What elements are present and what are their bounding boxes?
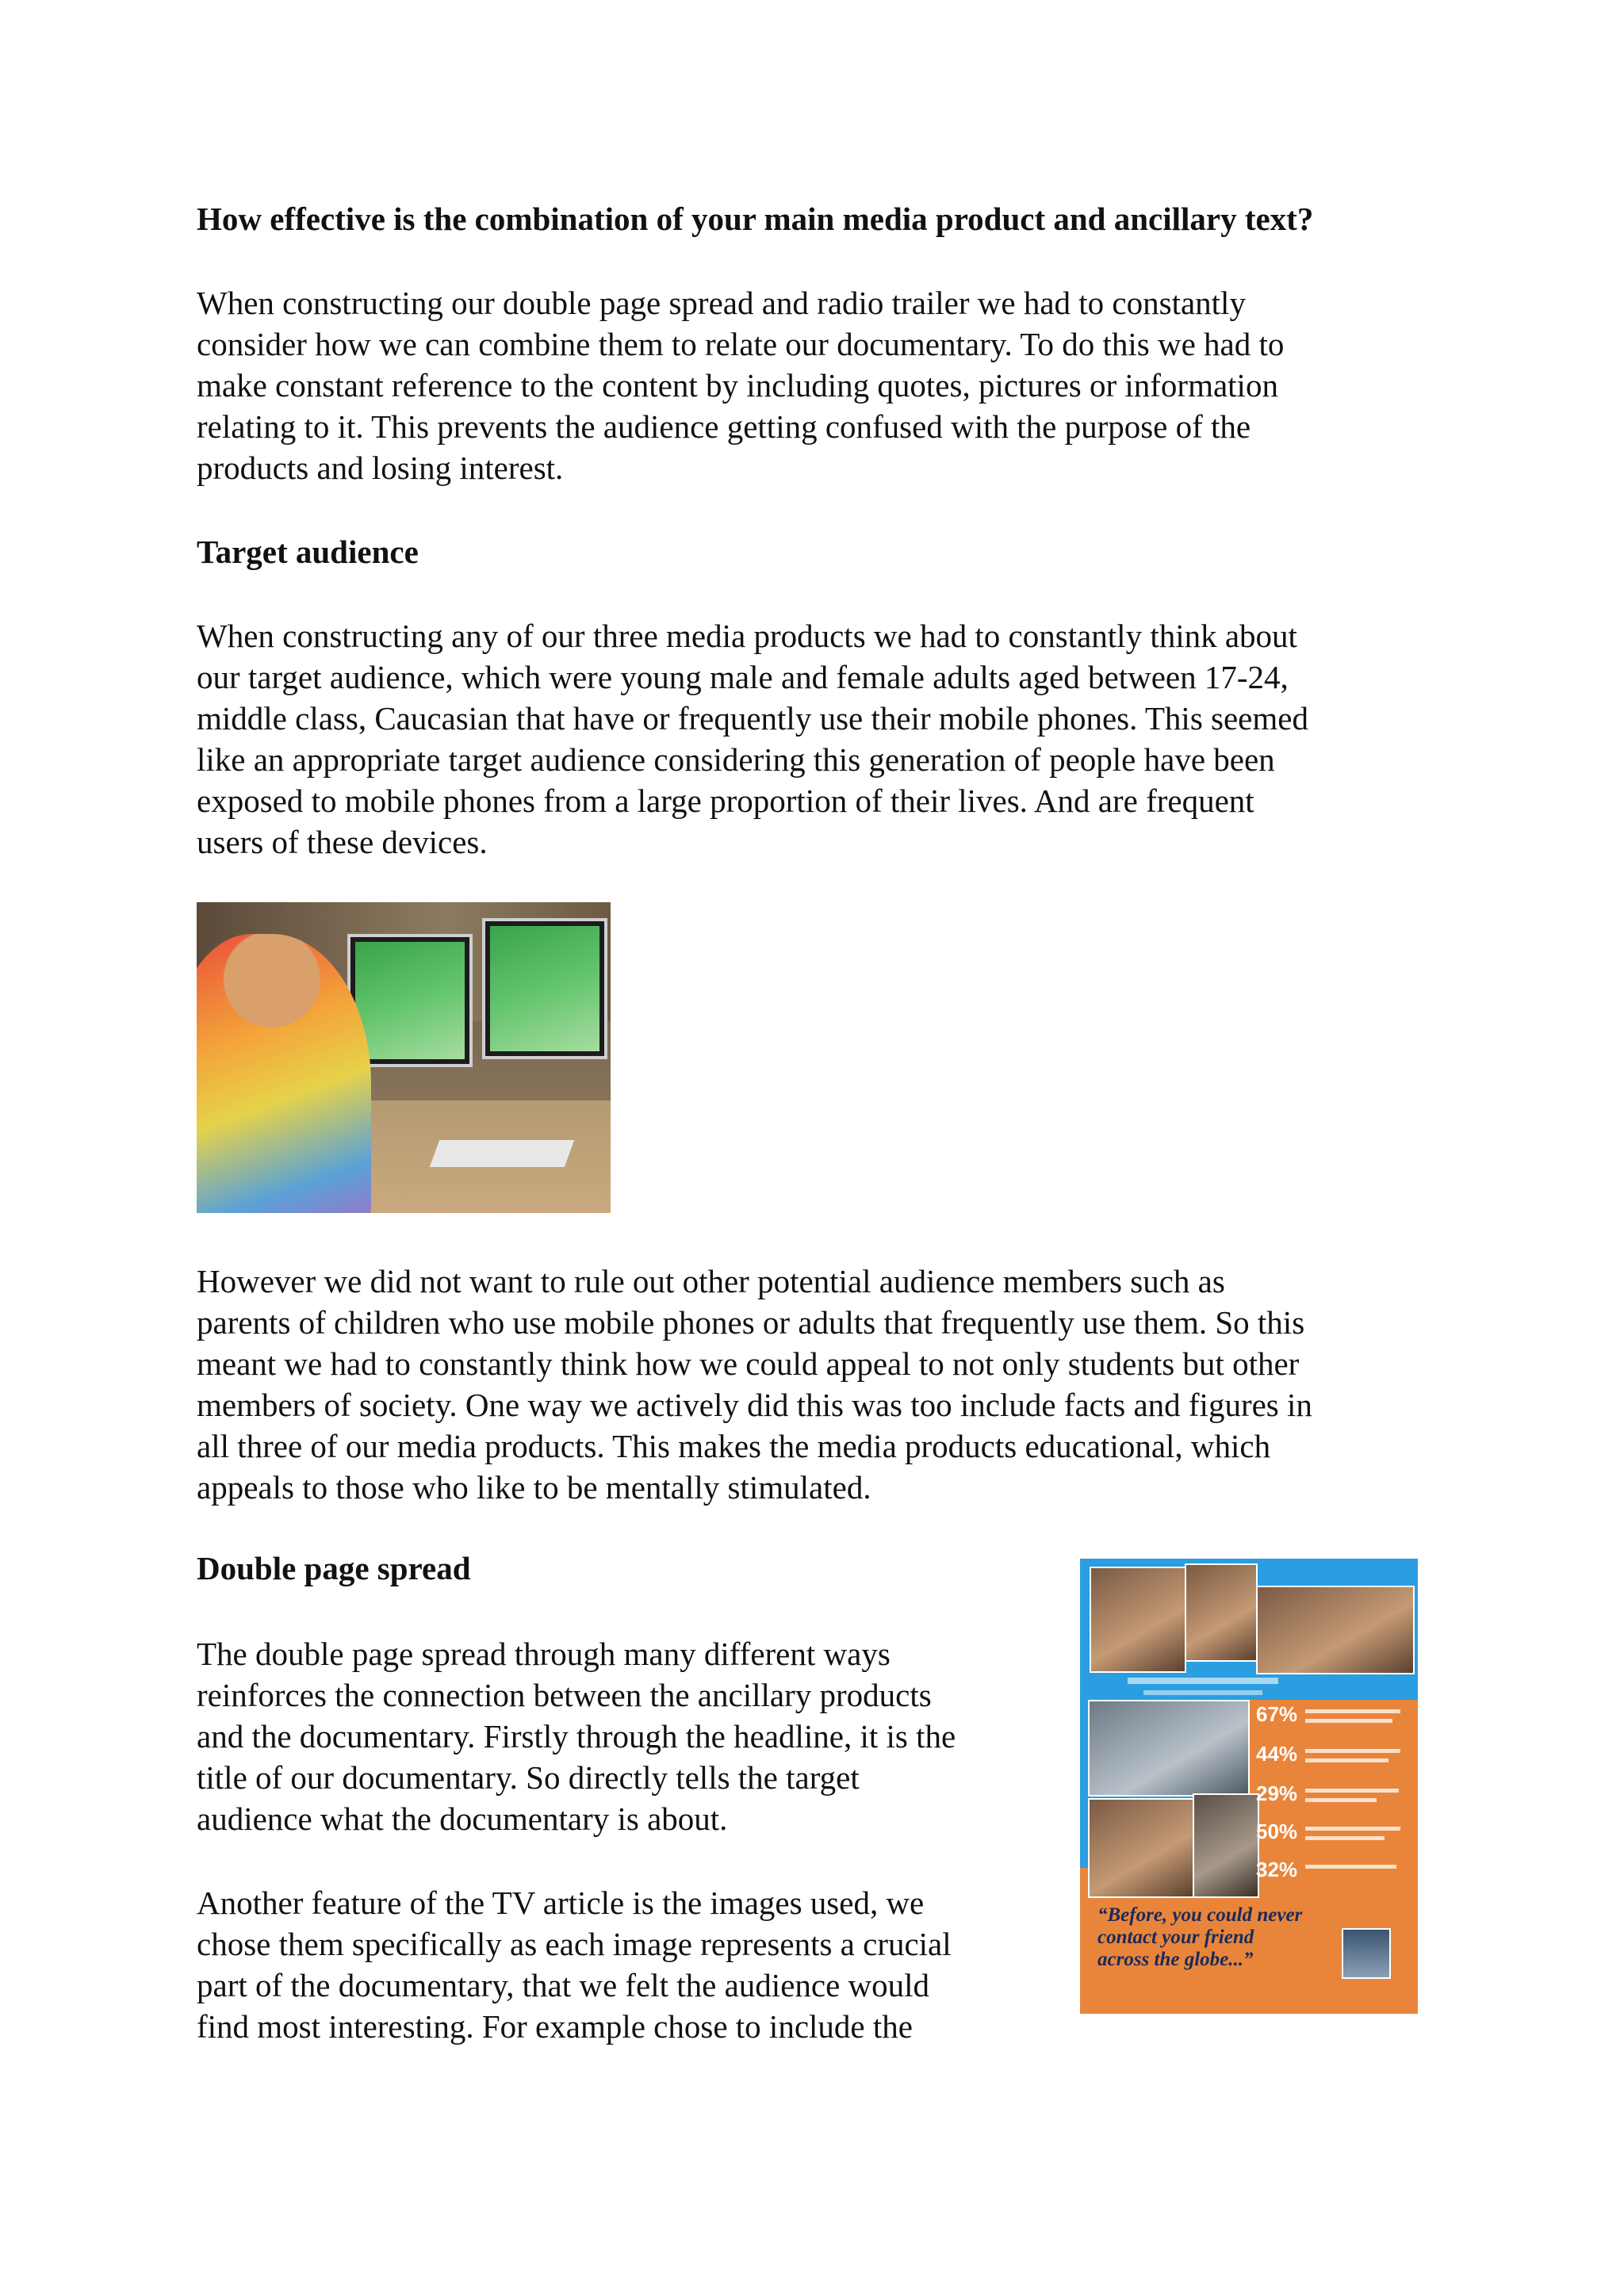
double-page-spread-paragraph bbox=[197, 1633, 1053, 1839]
text-line: like an appropriate target audience considering this generation of people have been bbox=[197, 741, 1275, 778]
text-line: audience what the documentary is about. bbox=[197, 1800, 728, 1837]
text-line: middle class, Caucasian that have or frequently use their mobile phones. This seemed bbox=[197, 700, 1308, 737]
text-line: The double page spread through many different ways bbox=[197, 1636, 891, 1672]
text-line: exposed to mobile phones from a large proportion of their lives. And are frequent bbox=[197, 783, 1254, 819]
spread-stat: 29% bbox=[1256, 1781, 1298, 1805]
target-audience-heading: Target audience bbox=[197, 534, 419, 570]
text-line: consider how we can combine them to relate our documentary. To do this we had to bbox=[197, 326, 1285, 362]
spread-photo bbox=[1088, 1700, 1250, 1797]
text-line: products and losing interest. bbox=[197, 450, 564, 486]
text-line: users of these devices. bbox=[197, 824, 488, 860]
text-line: make constant reference to the content by including quotes, pictures or information bbox=[197, 367, 1278, 404]
intro-paragraph bbox=[197, 282, 1434, 488]
text-line: and the documentary. Firstly through the headline, it is the bbox=[197, 1718, 956, 1755]
text-line: reinforces the connection between the ancillary products bbox=[197, 1677, 932, 1713]
text-line: all three of our media products. This makes the media products educational, which bbox=[197, 1428, 1271, 1464]
spread-stat: 44% bbox=[1256, 1742, 1298, 1766]
interviewee-photo bbox=[1342, 1928, 1391, 1979]
text-line: our target audience, which were young male and female adults aged between 17-24, bbox=[197, 659, 1289, 695]
text-line: part of the documentary, that we felt the audience would bbox=[197, 1967, 930, 2003]
text-line: When constructing any of our three media products we had to constantly think about bbox=[197, 618, 1297, 654]
spread-stat: 50% bbox=[1256, 1820, 1298, 1843]
double-page-spread-thumbnail bbox=[1080, 1559, 1418, 2014]
text-line: title of our documentary. So directly tells the target bbox=[197, 1759, 860, 1796]
text-line: When constructing our double page spread and radio trailer we had to constantly bbox=[197, 285, 1246, 321]
target-audience-paragraph bbox=[197, 615, 1434, 863]
text-line: find most interesting. For example chose to include the bbox=[197, 2008, 913, 2045]
text-line: parents of children who use mobile phones or adults that frequently use them. So this bbox=[197, 1304, 1305, 1341]
double-page-spread-heading: Double page spread bbox=[197, 1550, 471, 1586]
images-feature-paragraph bbox=[197, 1882, 1053, 2047]
text-line: However we did not want to rule out other potential audience members such as bbox=[197, 1263, 1225, 1299]
text-line: Another feature of the TV article is the images used, we bbox=[197, 1885, 925, 1921]
page-title: How effective is the combination of your main media product and ancillary text? bbox=[197, 201, 1314, 237]
text-line: relating to it. This prevents the audience getting confused with the purpose of the bbox=[197, 408, 1251, 445]
spread-photo bbox=[1090, 1567, 1186, 1673]
spread-photo bbox=[1185, 1563, 1258, 1662]
target-audience-photo bbox=[197, 902, 611, 1213]
text-line: meant we had to constantly think how we could appeal to not only students but other bbox=[197, 1345, 1300, 1382]
text-line: members of society. One way we actively did this was too include facts and figures in bbox=[197, 1387, 1312, 1423]
spread-stat: 67% bbox=[1256, 1702, 1298, 1726]
spread-stat: 32% bbox=[1256, 1858, 1298, 1881]
spread-photo bbox=[1256, 1586, 1415, 1674]
spread-quote: “Before, you could never contact your friend across the globe...” bbox=[1097, 1904, 1303, 1970]
spread-photo bbox=[1193, 1793, 1259, 1898]
spread-photo bbox=[1088, 1798, 1194, 1898]
text-line: appeals to those who like to be mentally stimulated. bbox=[197, 1469, 871, 1506]
wider-audience-paragraph bbox=[197, 1261, 1434, 1508]
text-line: chose them specifically as each image represents a crucial bbox=[197, 1926, 952, 1962]
